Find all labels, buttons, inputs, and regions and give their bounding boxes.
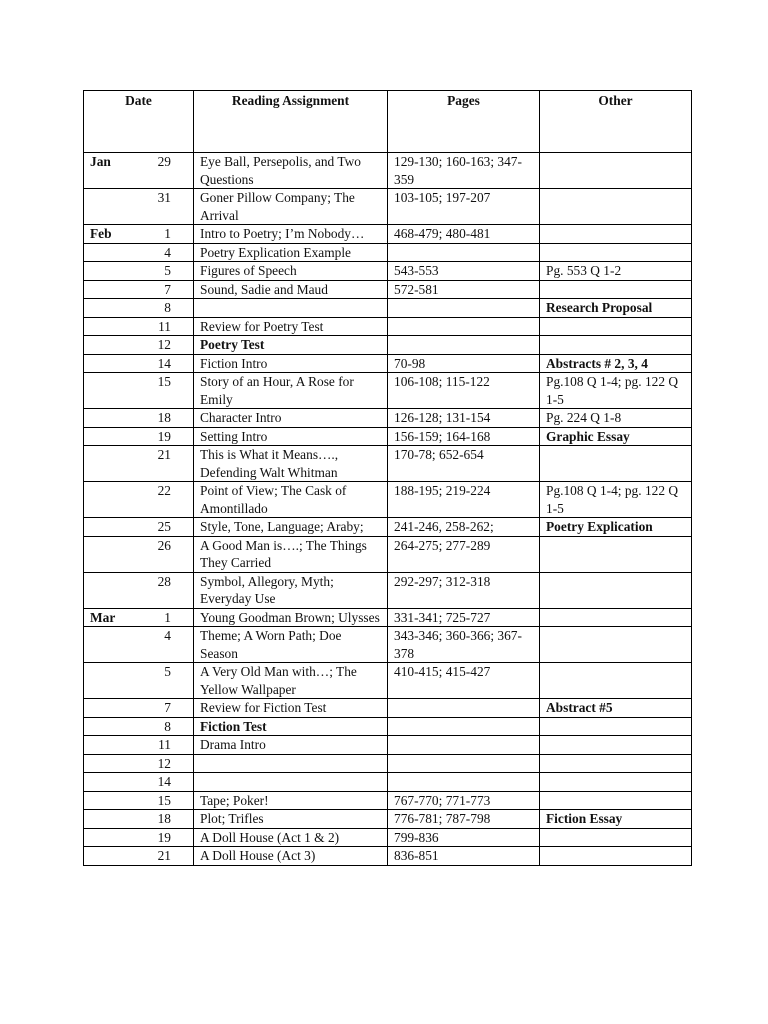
other-cell [540,446,692,482]
other-cell: Graphic Essay [540,427,692,446]
pages-cell: 543-553 [388,262,540,281]
day-number: 14 [157,355,171,371]
pages-cell: 468-479; 480-481 [388,225,540,244]
other-cell: Pg.108 Q 1-4; pg. 122 Q 1-5 [540,373,692,409]
table-row [84,280,692,299]
pages-cell [388,299,540,318]
other-cell: Abstracts # 2, 3, 4 [540,354,692,373]
table-row [84,572,692,608]
reading-assignment-cell [194,773,388,792]
table-row [84,828,692,847]
day-number: 5 [164,664,171,679]
other-cell [540,536,692,572]
date-cell [84,518,194,537]
table-row [84,427,692,446]
reading-assignment-cell: Symbol, Allegory, Myth; Everyday Use [194,572,388,608]
date-cell [84,225,194,244]
day-number: 1 [164,609,171,625]
date-cell [84,446,194,482]
reading-assignment-cell: Young Goodman Brown; Ulysses [194,608,388,627]
pages-cell: 292-297; 312-318 [388,572,540,608]
pages-cell [388,243,540,262]
day-number: 8 [164,718,171,734]
pages-cell [388,717,540,736]
reading-assignment-cell: Review for Fiction Test [194,699,388,718]
schedule-table [83,90,692,866]
table-row [84,847,692,866]
reading-assignment-cell: Tape; Poker! [194,791,388,810]
header-row [84,91,692,153]
date-cell [84,427,194,446]
pages-cell: 241-246, 258-262; [388,518,540,537]
date-cell [84,699,194,718]
date-cell [84,280,194,299]
day-number: 14 [157,774,171,789]
date-cell [84,354,194,373]
day-number: 22 [157,483,171,498]
table-row [84,373,692,409]
date-cell [84,828,194,847]
pages-cell: 836-851 [388,847,540,866]
table-row [84,189,692,225]
table-row [84,810,692,829]
day-number: 18 [157,811,171,826]
day-number: 12 [157,755,171,771]
day-number: 26 [157,537,171,553]
date-cell [84,299,194,318]
date-cell [84,608,194,627]
pages-cell [388,336,540,355]
date-cell [84,791,194,810]
reading-assignment-cell [194,754,388,773]
reading-assignment-cell: Figures of Speech [194,262,388,281]
other-cell [540,189,692,225]
other-cell [540,572,692,608]
pages-cell: 188-195; 219-224 [388,482,540,518]
day-number: 12 [157,337,171,352]
day-number: 11 [158,318,171,334]
reading-assignment-cell: Story of an Hour, A Rose for Emily [194,373,388,409]
day-number: 7 [164,281,171,297]
reading-assignment-cell: Style, Tone, Language; Araby; [194,518,388,537]
other-cell [540,754,692,773]
day-number: 28 [157,573,171,589]
other-cell: Pg. 553 Q 1-2 [540,262,692,281]
pages-cell: 767-770; 771-773 [388,791,540,810]
other-cell: Abstract #5 [540,699,692,718]
schedule-sheet [83,90,692,866]
pages-cell: 264-275; 277-289 [388,536,540,572]
date-cell [84,153,194,189]
reading-assignment-cell: Plot; Trifles [194,810,388,829]
table-row [84,299,692,318]
reading-assignment-cell: Intro to Poetry; I’m Nobody… [194,225,388,244]
other-cell [540,791,692,810]
reading-assignment-cell [194,299,388,318]
table-row [84,482,692,518]
day-number: 15 [157,374,171,389]
reading-assignment-cell: Fiction Intro [194,354,388,373]
other-cell [540,847,692,866]
other-cell [540,317,692,336]
day-number: 4 [164,628,171,643]
date-cell [84,317,194,336]
table-row [84,627,692,663]
reading-assignment-cell: Eye Ball, Persepolis, and Two Questions [194,153,388,189]
table-row [84,518,692,537]
pages-cell [388,317,540,336]
date-cell [84,243,194,262]
other-cell [540,736,692,755]
table-row [84,736,692,755]
other-cell [540,828,692,847]
day-number: 29 [157,154,171,169]
pages-cell [388,699,540,718]
day-number: 7 [164,700,171,715]
date-cell [84,536,194,572]
table-row [84,717,692,736]
date-cell [84,189,194,225]
other-cell [540,773,692,792]
other-cell [540,153,692,189]
pages-cell: 331-341; 725-727 [388,608,540,627]
month-label: Feb [90,226,112,241]
pages-cell: 156-159; 164-168 [388,427,540,446]
table-row [84,773,692,792]
header-other: Other [540,91,692,153]
date-cell [84,754,194,773]
table-row [84,754,692,773]
table-row [84,536,692,572]
pages-cell [388,773,540,792]
table-row [84,243,692,262]
table-row [84,699,692,718]
table-row [84,153,692,189]
table-row [84,608,692,627]
table-row [84,663,692,699]
date-cell [84,482,194,518]
other-cell: Poetry Explication [540,518,692,537]
other-cell [540,243,692,262]
table-row [84,354,692,373]
pages-cell: 776-781; 787-798 [388,810,540,829]
other-cell [540,608,692,627]
date-cell [84,847,194,866]
table-row [84,336,692,355]
header-pages: Pages [388,91,540,153]
pages-cell: 410-415; 415-427 [388,663,540,699]
other-cell: Pg. 224 Q 1-8 [540,409,692,428]
date-cell [84,773,194,792]
date-cell [84,336,194,355]
pages-cell [388,736,540,755]
month-label: Jan [90,154,111,169]
reading-assignment-cell: Character Intro [194,409,388,428]
pages-cell: 799-836 [388,828,540,847]
other-cell: Pg.108 Q 1-4; pg. 122 Q 1-5 [540,482,692,518]
date-cell [84,373,194,409]
other-cell [540,663,692,699]
table-row [84,225,692,244]
other-cell [540,336,692,355]
reading-assignment-cell: A Doll House (Act 1 & 2) [194,828,388,847]
other-cell [540,627,692,663]
day-number: 31 [157,190,171,205]
date-cell [84,262,194,281]
table-row [84,409,692,428]
date-cell [84,627,194,663]
header-reading-assignment: Reading Assignment [194,91,388,153]
date-cell [84,717,194,736]
month-label: Mar [90,609,116,625]
table-row [84,446,692,482]
reading-assignment-cell: Sound, Sadie and Maud [194,280,388,299]
day-number: 8 [164,300,171,315]
schedule-body [84,153,692,866]
pages-cell: 129-130; 160-163; 347-359 [388,153,540,189]
day-number: 5 [164,263,171,278]
date-cell [84,810,194,829]
pages-cell: 572-581 [388,280,540,299]
day-number: 4 [164,244,171,260]
reading-assignment-cell: A Doll House (Act 3) [194,847,388,866]
pages-cell: 70-98 [388,354,540,373]
header-date: Date [84,91,194,153]
pages-cell: 103-105; 197-207 [388,189,540,225]
day-number: 15 [157,792,171,808]
table-row [84,262,692,281]
reading-assignment-cell: Review for Poetry Test [194,317,388,336]
reading-assignment-cell: Poetry Test [194,336,388,355]
day-number: 19 [157,428,171,444]
reading-assignment-cell: Fiction Test [194,717,388,736]
pages-cell [388,754,540,773]
reading-assignment-cell: Theme; A Worn Path; Doe Season [194,627,388,663]
reading-assignment-cell: A Very Old Man with…; The Yellow Wallpaper [194,663,388,699]
day-number: 1 [164,226,171,241]
pages-cell: 126-128; 131-154 [388,409,540,428]
reading-assignment-cell: Poetry Explication Example [194,243,388,262]
day-number: 21 [157,848,171,863]
date-cell [84,572,194,608]
day-number: 18 [157,410,171,425]
other-cell [540,280,692,299]
reading-assignment-cell: This is What it Means…., Defending Walt Whitman [194,446,388,482]
pages-cell: 170-78; 652-654 [388,446,540,482]
day-number: 21 [157,447,171,462]
table-row [84,317,692,336]
other-cell [540,225,692,244]
other-cell: Research Proposal [540,299,692,318]
table-row [84,791,692,810]
reading-assignment-cell: Goner Pillow Company; The Arrival [194,189,388,225]
date-cell [84,663,194,699]
day-number: 19 [157,829,171,845]
reading-assignment-cell: Drama Intro [194,736,388,755]
date-cell [84,736,194,755]
pages-cell: 106-108; 115-122 [388,373,540,409]
pages-cell: 343-346; 360-366; 367-378 [388,627,540,663]
day-number: 25 [157,519,171,534]
other-cell [540,717,692,736]
reading-assignment-cell: Setting Intro [194,427,388,446]
day-number: 11 [158,737,171,752]
other-cell: Fiction Essay [540,810,692,829]
reading-assignment-cell: Point of View; The Cask of Amontillado [194,482,388,518]
reading-assignment-cell: A Good Man is….; The Things They Carried [194,536,388,572]
date-cell [84,409,194,428]
